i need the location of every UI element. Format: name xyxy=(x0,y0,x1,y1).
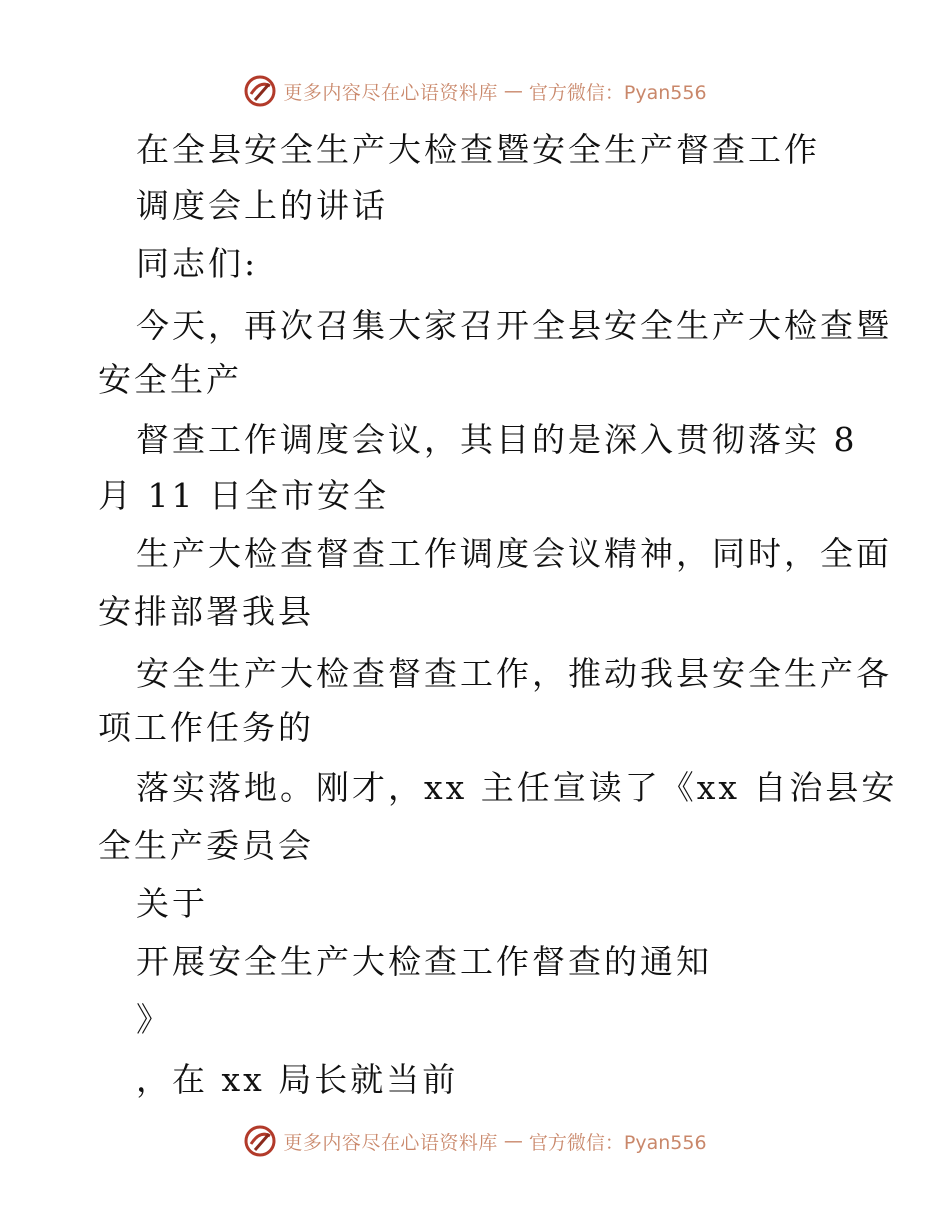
watermark-text: 更多内容尽在心语资料库 xyxy=(283,81,498,104)
header-watermark xyxy=(0,74,950,108)
doc-text-line: 》 xyxy=(136,1000,172,1039)
doc-text-line: 开展安全生产大检查工作督查的通知 xyxy=(136,942,712,981)
doc-text-line: 落实落地。刚才，xx 主任宣读了《xx 自治县安 xyxy=(136,768,898,807)
doc-text-line: 安全生产 xyxy=(98,360,242,399)
watermark-wechat: 官方微信：Pyan556 xyxy=(528,1131,707,1154)
swirl-logo-icon xyxy=(243,74,277,108)
doc-text-line: 月 11 日全市安全 xyxy=(98,476,389,515)
doc-text-line: 项工作任务的 xyxy=(98,708,314,747)
doc-title-line: 在全县安全生产大检查暨安全生产督查工作 xyxy=(136,130,820,169)
doc-text-line: 关于 xyxy=(136,884,208,923)
doc-title-line: 调度会上的讲话 xyxy=(136,186,388,225)
watermark-dash: — xyxy=(503,1130,523,1152)
watermark-wechat: 官方微信：Pyan556 xyxy=(528,81,707,104)
doc-text-line: 生产大检查督查工作调度会议精神，同时，全面 xyxy=(136,534,892,573)
swirl-logo-icon xyxy=(243,1124,277,1158)
doc-text-line: 同志们: xyxy=(136,244,259,283)
doc-text-line: 今天，再次召集大家召开全县安全生产大检查暨 xyxy=(136,306,892,345)
doc-text-line: 安全生产大检查督查工作，推动我县安全生产各 xyxy=(136,654,892,693)
footer-watermark xyxy=(0,1124,950,1158)
doc-text-line: 安排部署我县 xyxy=(98,592,314,631)
doc-text-line: 督查工作调度会议，其目的是深入贯彻落实 8 xyxy=(136,420,858,459)
watermark-dash: — xyxy=(503,80,523,102)
doc-text-line: ，在 xx 局长就当前 xyxy=(136,1060,459,1099)
watermark-text: 更多内容尽在心语资料库 xyxy=(283,1131,498,1154)
doc-text-line: 全生产委员会 xyxy=(98,826,314,865)
